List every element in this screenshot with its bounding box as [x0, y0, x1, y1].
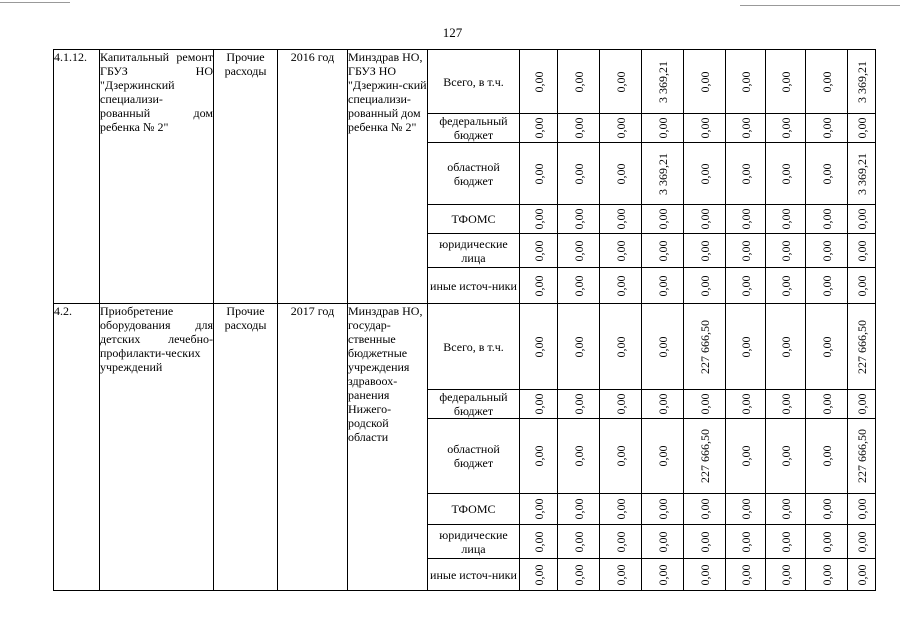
value-cell — [520, 419, 558, 494]
table-row — [54, 304, 876, 390]
value-text: 0,00 — [854, 531, 869, 552]
value-text: 0,00 — [613, 336, 628, 357]
value-text: 0,00 — [738, 240, 753, 261]
value-text: 0,00 — [571, 564, 586, 585]
value-cell — [806, 50, 848, 114]
value-cell — [806, 494, 848, 525]
value-text: 0,00 — [819, 163, 834, 184]
value-text: 0,00 — [697, 208, 712, 230]
value-cell — [684, 494, 726, 525]
value-cell — [600, 390, 642, 419]
value-cell — [806, 234, 848, 268]
value-cell — [520, 559, 558, 591]
value-cell — [684, 114, 726, 143]
table-body — [54, 50, 876, 591]
value-cell — [766, 304, 806, 390]
value-cell — [848, 304, 876, 390]
scan-artifact-line — [0, 2, 70, 3]
value-text: 0,00 — [738, 71, 753, 92]
value-text: 0,00 — [819, 208, 834, 230]
funding-source: иные источ-ники — [428, 268, 520, 304]
project-number: 4.1.12. — [54, 50, 100, 304]
value-cell — [848, 559, 876, 591]
value-cell — [520, 114, 558, 143]
budget-table — [53, 49, 876, 591]
value-text: 0,00 — [697, 163, 712, 184]
funding-source: ТФОМС — [428, 494, 520, 525]
expense-type: Прочие расходы — [214, 304, 278, 591]
value-text: 0,00 — [531, 445, 546, 467]
value-text: 0,00 — [819, 275, 834, 296]
value-text: 0,00 — [571, 240, 586, 261]
funding-source: Всего, в т.ч. — [428, 304, 520, 390]
value-cell — [766, 114, 806, 143]
funding-source: федеральный бюджет — [428, 390, 520, 419]
page-number: 127 — [442, 25, 463, 40]
value-text: 0,00 — [697, 117, 712, 139]
value-text: 0,00 — [531, 393, 546, 415]
funding-source: Всего, в т.ч. — [428, 50, 520, 114]
value-cell — [600, 525, 642, 559]
value-cell — [806, 419, 848, 494]
value-cell — [766, 50, 806, 114]
value-text: 0,00 — [697, 275, 712, 296]
value-cell — [642, 268, 684, 304]
value-cell — [642, 559, 684, 591]
funding-source: федеральный бюджет — [428, 114, 520, 143]
value-text: 0,00 — [613, 275, 628, 296]
value-text: 0,00 — [819, 336, 834, 357]
value-cell — [600, 114, 642, 143]
value-cell — [520, 205, 558, 234]
value-cell — [520, 50, 558, 114]
value-text: 0,00 — [571, 393, 586, 415]
value-cell — [806, 390, 848, 419]
value-cell — [600, 419, 642, 494]
funding-source: областной бюджет — [428, 143, 520, 205]
value-text: 0,00 — [531, 498, 546, 520]
value-text: 0,00 — [819, 240, 834, 261]
value-text: 227 666,50 — [697, 429, 712, 483]
value-cell — [726, 304, 766, 390]
value-text: 0,00 — [613, 564, 628, 585]
value-cell — [684, 419, 726, 494]
value-cell — [558, 494, 600, 525]
value-cell — [520, 268, 558, 304]
value-text: 0,00 — [778, 208, 793, 230]
value-cell — [684, 390, 726, 419]
value-text: 0,00 — [697, 71, 712, 92]
value-text: 0,00 — [571, 117, 586, 139]
value-cell — [642, 50, 684, 114]
value-cell — [726, 494, 766, 525]
value-text: 0,00 — [854, 240, 869, 261]
value-text: 0,00 — [655, 564, 670, 585]
value-cell — [642, 494, 684, 525]
value-text: 0,00 — [819, 531, 834, 552]
value-cell — [684, 50, 726, 114]
value-cell — [806, 205, 848, 234]
value-text: 0,00 — [738, 498, 753, 520]
value-cell — [766, 205, 806, 234]
funding-source: ТФОМС — [428, 205, 520, 234]
value-cell — [642, 114, 684, 143]
value-cell — [848, 50, 876, 114]
value-text: 0,00 — [613, 531, 628, 552]
value-text: 0,00 — [697, 498, 712, 520]
value-cell — [684, 559, 726, 591]
value-cell — [558, 143, 600, 205]
value-text: 0,00 — [697, 240, 712, 261]
value-text: 0,00 — [613, 393, 628, 415]
value-cell — [848, 205, 876, 234]
value-cell — [600, 234, 642, 268]
value-text: 0,00 — [819, 564, 834, 585]
value-cell — [726, 390, 766, 419]
value-cell — [558, 50, 600, 114]
value-text: 0,00 — [819, 445, 834, 467]
value-cell — [558, 114, 600, 143]
value-cell — [520, 494, 558, 525]
value-text: 0,00 — [738, 445, 753, 467]
value-cell — [684, 525, 726, 559]
value-text: 0,00 — [854, 498, 869, 520]
value-cell — [642, 390, 684, 419]
scan-artifact-line — [740, 5, 900, 6]
value-text: 0,00 — [854, 564, 869, 585]
value-cell — [558, 390, 600, 419]
value-cell — [600, 205, 642, 234]
value-cell — [848, 419, 876, 494]
value-cell — [558, 304, 600, 390]
value-text: 0,00 — [531, 71, 546, 92]
value-text: 0,00 — [531, 336, 546, 357]
value-cell — [642, 419, 684, 494]
funding-source: юридические лица — [428, 234, 520, 268]
value-text: 0,00 — [778, 71, 793, 92]
expense-type: Прочие расходы — [214, 50, 278, 304]
value-cell — [558, 419, 600, 494]
value-text: 0,00 — [778, 275, 793, 296]
value-cell — [726, 419, 766, 494]
value-text: 0,00 — [819, 71, 834, 92]
value-text: 0,00 — [571, 71, 586, 92]
value-text: 0,00 — [819, 498, 834, 520]
value-cell — [600, 494, 642, 525]
project-year: 2017 год — [278, 304, 348, 591]
funding-source: областной бюджет — [428, 419, 520, 494]
value-cell — [766, 559, 806, 591]
value-text: 0,00 — [854, 275, 869, 296]
value-text: 0,00 — [613, 445, 628, 467]
value-text: 0,00 — [571, 445, 586, 467]
table-row — [54, 50, 876, 114]
value-cell — [642, 525, 684, 559]
funding-source: юридические лица — [428, 525, 520, 559]
project-name: Капитальный ремонт ГБУЗ НО "Дзержинский специализи-рованный дом ребенка № 2" — [100, 50, 214, 304]
value-text: 0,00 — [531, 240, 546, 261]
value-text: 0,00 — [738, 117, 753, 139]
project-year: 2016 год — [278, 50, 348, 304]
value-text: 0,00 — [697, 393, 712, 415]
value-text: 0,00 — [655, 531, 670, 552]
value-text: 227 666,50 — [854, 429, 869, 483]
value-cell — [806, 143, 848, 205]
value-cell — [766, 419, 806, 494]
value-text: 0,00 — [778, 531, 793, 552]
value-cell — [520, 304, 558, 390]
value-text: 0,00 — [571, 208, 586, 230]
value-text: 0,00 — [778, 498, 793, 520]
value-cell — [726, 114, 766, 143]
value-text: 0,00 — [697, 564, 712, 585]
value-cell — [806, 268, 848, 304]
value-cell — [600, 559, 642, 591]
value-text: 0,00 — [738, 275, 753, 296]
value-cell — [600, 143, 642, 205]
value-text: 0,00 — [778, 336, 793, 357]
value-cell — [848, 494, 876, 525]
value-text: 0,00 — [531, 275, 546, 296]
value-cell — [684, 143, 726, 205]
value-cell — [766, 234, 806, 268]
value-text: 227 666,50 — [854, 319, 869, 374]
value-text: 0,00 — [778, 445, 793, 467]
value-cell — [520, 143, 558, 205]
value-text: 0,00 — [613, 71, 628, 92]
value-cell — [600, 304, 642, 390]
funding-source: иные источ-ники — [428, 559, 520, 591]
value-text: 0,00 — [697, 531, 712, 552]
value-text: 0,00 — [778, 240, 793, 261]
value-text: 0,00 — [778, 117, 793, 139]
project-number: 4.2. — [54, 304, 100, 591]
value-text: 0,00 — [531, 208, 546, 230]
value-cell — [766, 143, 806, 205]
value-cell — [642, 205, 684, 234]
value-cell — [600, 50, 642, 114]
value-cell — [558, 234, 600, 268]
value-cell — [558, 205, 600, 234]
value-text: 0,00 — [531, 531, 546, 552]
value-text: 0,00 — [613, 117, 628, 139]
value-cell — [726, 268, 766, 304]
project-name: Приобретение оборудования для детских лечебно-профилакти-ческих учреждений — [100, 304, 214, 591]
value-text: 3 369,21 — [854, 152, 869, 195]
value-cell — [520, 234, 558, 268]
value-cell — [766, 525, 806, 559]
value-cell — [558, 268, 600, 304]
value-cell — [848, 268, 876, 304]
value-cell — [520, 390, 558, 419]
value-text: 0,00 — [738, 564, 753, 585]
value-cell — [848, 525, 876, 559]
value-text: 227 666,50 — [697, 319, 712, 374]
value-text: 0,00 — [738, 208, 753, 230]
value-text: 0,00 — [531, 163, 546, 184]
value-text: 0,00 — [613, 163, 628, 184]
project-executor: Минздрав НО, ГБУЗ НО "Дзержин-ский специализи-рованный дом ребенка № 2" — [348, 50, 428, 304]
value-text: 0,00 — [531, 117, 546, 139]
value-text: 0,00 — [613, 498, 628, 520]
value-cell — [726, 525, 766, 559]
value-cell — [684, 234, 726, 268]
value-cell — [806, 559, 848, 591]
value-text: 0,00 — [655, 498, 670, 520]
value-cell — [806, 304, 848, 390]
value-cell — [766, 390, 806, 419]
value-cell — [726, 143, 766, 205]
value-text: 0,00 — [738, 393, 753, 415]
value-text: 0,00 — [738, 531, 753, 552]
value-cell — [642, 143, 684, 205]
value-cell — [848, 234, 876, 268]
value-text: 0,00 — [571, 336, 586, 357]
value-cell — [726, 559, 766, 591]
value-text: 3 369,21 — [655, 60, 670, 103]
value-cell — [558, 559, 600, 591]
value-text: 0,00 — [571, 498, 586, 520]
value-cell — [726, 205, 766, 234]
value-text: 0,00 — [778, 163, 793, 184]
value-text: 0,00 — [655, 275, 670, 296]
value-cell — [848, 143, 876, 205]
value-text: 0,00 — [854, 117, 869, 139]
value-text: 3 369,21 — [854, 60, 869, 103]
value-text: 0,00 — [655, 336, 670, 357]
value-text: 0,00 — [738, 163, 753, 184]
value-cell — [726, 234, 766, 268]
value-text: 3 369,21 — [655, 152, 670, 195]
value-text: 0,00 — [655, 240, 670, 261]
value-cell — [806, 114, 848, 143]
value-cell — [766, 494, 806, 525]
value-text: 0,00 — [571, 163, 586, 184]
value-text: 0,00 — [854, 393, 869, 415]
value-cell — [642, 234, 684, 268]
value-text: 0,00 — [778, 564, 793, 585]
value-text: 0,00 — [655, 117, 670, 139]
value-cell — [848, 114, 876, 143]
value-cell — [642, 304, 684, 390]
value-cell — [684, 205, 726, 234]
value-text: 0,00 — [819, 117, 834, 139]
value-text: 0,00 — [778, 393, 793, 415]
value-text: 0,00 — [613, 208, 628, 230]
value-cell — [806, 525, 848, 559]
value-cell — [520, 525, 558, 559]
project-executor: Минздрав НО, государ-ственные бюджетные учреждения здравоох-ранения Нижего-родской области — [348, 304, 428, 591]
value-text: 0,00 — [571, 531, 586, 552]
value-text: 0,00 — [738, 336, 753, 357]
value-cell — [558, 525, 600, 559]
value-text: 0,00 — [655, 445, 670, 467]
value-cell — [726, 50, 766, 114]
value-text: 0,00 — [571, 275, 586, 296]
value-cell — [684, 304, 726, 390]
value-text: 0,00 — [819, 393, 834, 415]
value-text: 0,00 — [655, 208, 670, 230]
value-text: 0,00 — [613, 240, 628, 261]
value-text: 0,00 — [655, 393, 670, 415]
value-text: 0,00 — [854, 208, 869, 230]
value-cell — [766, 268, 806, 304]
value-text: 0,00 — [531, 564, 546, 585]
value-cell — [684, 268, 726, 304]
value-cell — [600, 268, 642, 304]
value-cell — [848, 390, 876, 419]
